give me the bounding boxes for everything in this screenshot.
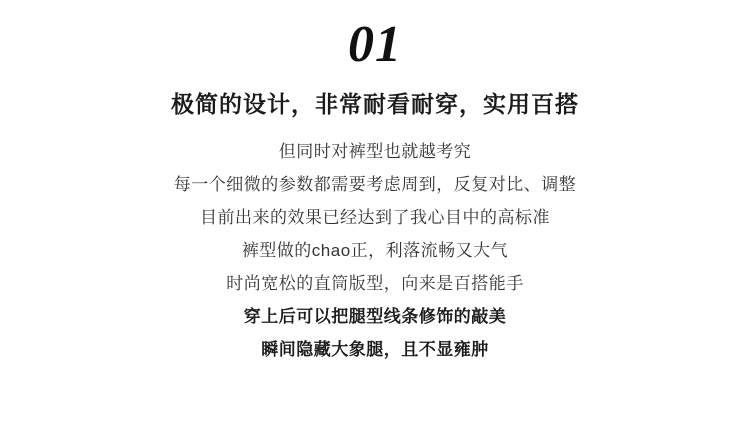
body-line: 时尚宽松的直筒版型，向来是百搭能手 — [226, 274, 524, 294]
body-line: 目前出来的效果已经达到了我心目中的高标准 — [200, 207, 550, 227]
body-text-block — [174, 135, 577, 367]
body-line: 瞬间隐藏大象腿，且不显雍肿 — [261, 340, 489, 360]
body-line: 但同时对裤型也就越考究 — [278, 141, 472, 161]
body-line: 裤型做的chao正，利落流畅又大气 — [241, 241, 509, 260]
body-line: 每一个细微的参数都需要考虑周到，反复对比、调整 — [173, 174, 577, 194]
page-title: 极简的设计，非常耐看耐穿，实用百搭 — [171, 91, 579, 118]
section-number: 01 — [348, 16, 402, 73]
body-line: 穿上后可以把腿型线条修饰的敲美 — [243, 307, 507, 327]
